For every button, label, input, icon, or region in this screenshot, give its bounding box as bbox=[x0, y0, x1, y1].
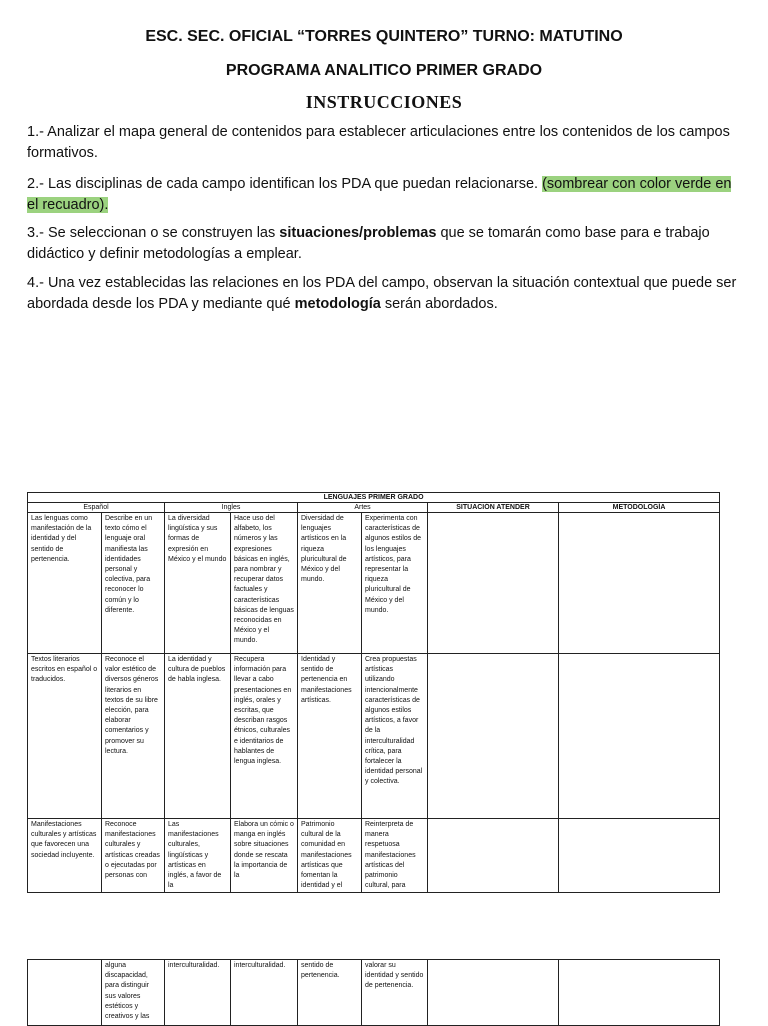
header-artes: Artes bbox=[298, 503, 428, 513]
lenguajes-table-continuation bbox=[27, 959, 720, 1026]
espanol-pda-cell[interactable]: Reconoce manifestaciones culturales y artísticas creadas o ejecutadas por personas con bbox=[102, 819, 165, 893]
artes-pda-cell[interactable]: Experimenta con características de algunos estilos de los lenguajes artísticos, para representar la riqueza pluricultural de México y del mundo. bbox=[362, 513, 428, 654]
table-row bbox=[28, 654, 720, 819]
espanol-contenido-cell[interactable]: Las lenguas como manifestación de la identidad y del sentido de pertenencia. bbox=[28, 513, 102, 654]
artes-contenido-cell[interactable]: Identidad y sentido de pertenencia en manifestaciones artísticas. bbox=[298, 654, 362, 819]
instruction-1: 1.- Analizar el mapa general de contenidos para establecer articulaciones entre los contenidos de los campos formativos. bbox=[27, 124, 730, 161]
ingles-contenido-cell[interactable]: interculturalidad. bbox=[165, 960, 231, 1026]
instruction-4-text-end: serán abordados. bbox=[380, 296, 498, 312]
ingles-contenido-cell[interactable]: Las manifestaciones culturales, lingüísticas y artísticas en inglés, a favor de la bbox=[165, 819, 231, 893]
instruction-4 bbox=[27, 273, 743, 315]
metodologia-cell[interactable] bbox=[559, 654, 720, 819]
artes-pda-cell[interactable]: Reinterpreta de manera respetuosa manifestaciones artísticas del patrimonio cultural, para bbox=[362, 819, 428, 893]
situacion-cell[interactable] bbox=[428, 513, 559, 654]
ingles-pda-cell[interactable]: interculturalidad. bbox=[231, 960, 298, 1026]
table-row bbox=[28, 819, 720, 893]
espanol-pda-cell[interactable]: Describe en un texto cómo el lenguaje oral manifiesta las identidades personal y colectiva, para reconocer lo común y lo diferente. bbox=[102, 513, 165, 654]
artes-contenido-cell[interactable]: sentido de pertenencia. bbox=[298, 960, 362, 1026]
metodologia-cell[interactable] bbox=[559, 819, 720, 893]
artes-contenido-cell[interactable]: Diversidad de lenguajes artísticos en la riqueza pluricultural de México y del mundo. bbox=[298, 513, 362, 654]
header-metodologia: METODOLOGÍA bbox=[559, 503, 720, 513]
situacion-cell[interactable] bbox=[428, 819, 559, 893]
table-title: LENGUAJES PRIMER GRADO bbox=[28, 493, 720, 503]
table-row bbox=[28, 960, 720, 1026]
ingles-pda-cell[interactable]: Recupera información para llevar a cabo presentaciones en inglés, orales y escritas, que describan rasgos étnicos, culturales e identitarios de hablantes de lengua inglesa. bbox=[231, 654, 298, 819]
header-situacion: SITUACIÓN ATENDER bbox=[428, 503, 559, 513]
ingles-pda-cell[interactable]: Hace uso del alfabeto, los números y las expresiones básicas en inglés, para nombrar y recuperar datos factuales y características básicas de lenguas reconocidas en México y el mundo. bbox=[231, 513, 298, 654]
metodologia-cell[interactable] bbox=[559, 513, 720, 654]
metodologia-cell[interactable] bbox=[559, 960, 720, 1026]
espanol-contenido-cell[interactable]: Textos literarios escritos en español o traducidos. bbox=[28, 654, 102, 819]
ingles-contenido-cell[interactable]: La diversidad lingüística y sus formas de expresión en México y el mundo bbox=[165, 513, 231, 654]
instruction-2-text: 2.- Las disciplinas de cada campo identifican los PDA que puedan relacionarse. bbox=[27, 176, 543, 192]
instruction-4-bold: metodología bbox=[294, 296, 381, 312]
ingles-contenido-cell[interactable]: La identidad y cultura de pueblos de habla inglesa. bbox=[165, 654, 231, 819]
artes-pda-cell[interactable]: valorar su identidad y sentido de pertenencia. bbox=[362, 960, 428, 1026]
school-heading: ESC. SEC. OFICIAL “TORRES QUINTERO” TURNO: MATUTINO bbox=[145, 28, 623, 45]
program-heading: PROGRAMA ANALITICO PRIMER GRADO bbox=[225, 62, 543, 79]
artes-pda-cell[interactable]: Crea propuestas artísticas utilizando intencionalmente características de algunos estilos artísticos, a favor de la interculturalidad crítica, para fortalecer la identidad personal y colectiva. bbox=[362, 654, 428, 819]
instruction-4-text: 4.- Una vez establecidas las relaciones en los PDA del campo, observan la situación contextual que puede ser abordada desde los PDA y mediante qué bbox=[27, 275, 737, 312]
instructions-heading: INSTRUCCIONES bbox=[305, 92, 463, 112]
table-row bbox=[28, 513, 720, 654]
instruction-3-text-end: que se tomarán como base para e trabajo didáctico y definir metodologías a emplear. bbox=[27, 225, 710, 262]
espanol-pda-cell[interactable]: alguna discapacidad, para distinguir sus valores estéticos y creativos y las bbox=[102, 960, 165, 1026]
ingles-pda-cell[interactable]: Elabora un cómic o manga en inglés sobre situaciones donde se rescata la importancia de la bbox=[231, 819, 298, 893]
instruction-3-bold: situaciones/problemas bbox=[279, 225, 437, 241]
lenguajes-table bbox=[27, 492, 720, 893]
header-espanol: Español bbox=[28, 503, 165, 513]
instruction-2 bbox=[27, 174, 743, 216]
artes-contenido-cell[interactable]: Patrimonio cultural de la comunidad en manifestaciones artísticas que fomentan la identidad y el bbox=[298, 819, 362, 893]
header-ingles: Ingles bbox=[165, 503, 298, 513]
instruction-3-text: 3.- Se seleccionan o se construyen las bbox=[27, 225, 280, 241]
espanol-contenido-cell[interactable]: Manifestaciones culturales y artísticas que favorecen una sociedad incluyente. bbox=[28, 819, 102, 893]
situacion-cell[interactable] bbox=[428, 960, 559, 1026]
instruction-3 bbox=[27, 223, 743, 265]
espanol-pda-cell[interactable]: Reconoce el valor estético de diversos géneros literarios en textos de su libre elección, para elaborar comentarios y promover su lectura. bbox=[102, 654, 165, 819]
situacion-cell[interactable] bbox=[428, 654, 559, 819]
espanol-contenido-cell[interactable] bbox=[28, 960, 102, 1026]
instruction-2-highlight: (sombrear con color verde en el recuadro). bbox=[27, 176, 732, 213]
